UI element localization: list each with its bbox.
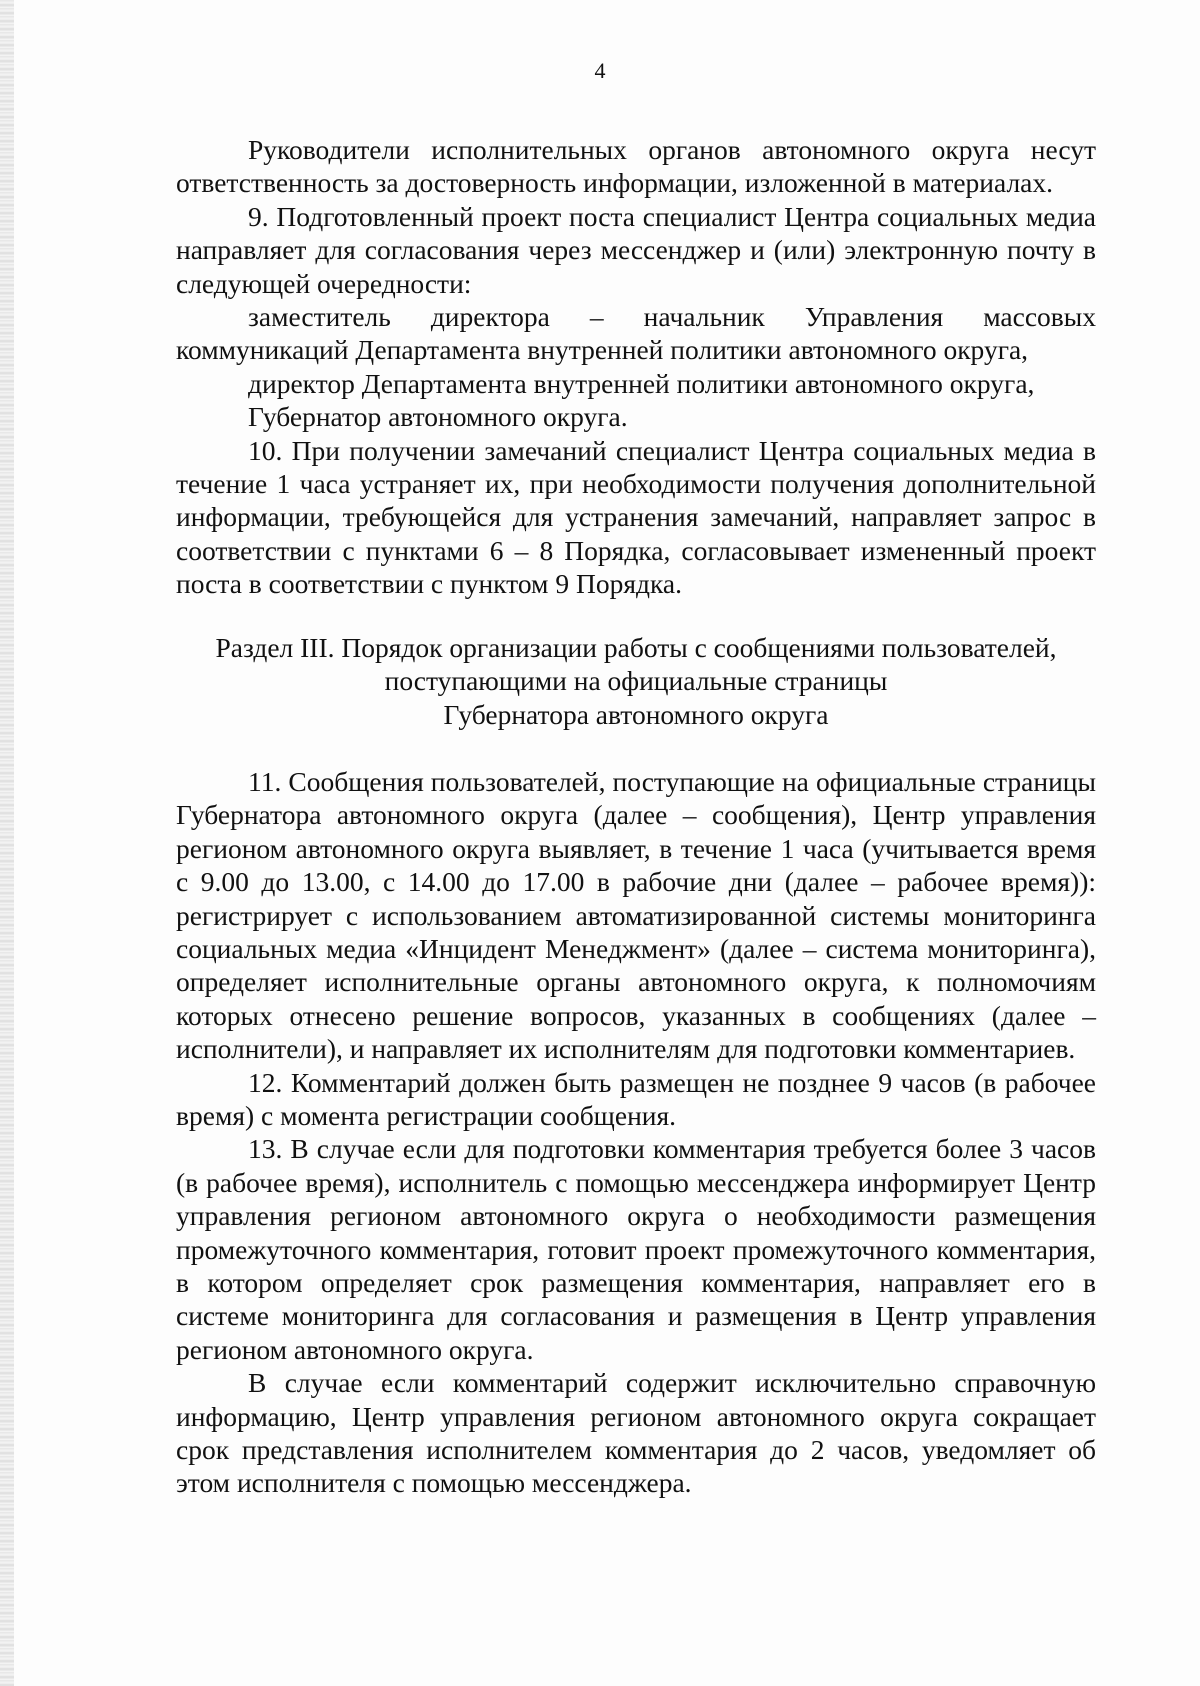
section-heading — [176, 631, 1096, 731]
paragraph-responsibility: Руководители исполнительных органов автономного округа несут ответственность за достоверность информации, изложенной в материалах. — [176, 134, 1096, 199]
paragraph-13-reference-info: В случае если комментарий содержит исключительно справочную информацию, Центр управления регионом автономного округа сокращает срок представления исполнителем комментария до 2 часов, уведомляет об этом исполнителя с помощью мессенджера. — [176, 1367, 1096, 1499]
paragraph-13: 13. В случае если для подготовки комментария требуется более 3 часов (в рабочее время), исполнитель с помощью мессенджера информирует Центр управления регионом автономного округа о необходимости размещения промежуточного комментария, готовит проект промежуточного комментария, в котором определяет срок размещения комментария, направляет его в системе мониторинга для согласования и размещения в Центр управления регионом автономного округа. — [176, 1133, 1096, 1365]
scan-edge — [0, 0, 14, 1686]
document-body — [176, 133, 1096, 1500]
section-heading-line-3: Губернатора автономного округа — [443, 698, 829, 730]
section-heading-line-1: Раздел III. Порядок организации работы с сообщениями пользователей, — [215, 631, 1057, 663]
paragraph-approver-deputy: заместитель директора – начальник Управления массовых коммуникаций Департамента внутренней политики автономного округа, — [176, 301, 1096, 366]
page-number: 4 — [594, 58, 606, 83]
paragraph-10: 10. При получении замечаний специалист Центра социальных медиа в течение 1 часа устраняет их, при необходимости получения дополнительной информации, требующейся для устранения замечаний, направляет запрос в соответствии с пунктами 6 – 8 Порядка, согласовывает измененный проект поста в соответствии с пунктом 9 Порядка. — [176, 434, 1096, 600]
paragraph-12: 12. Комментарий должен быть размещен не позднее 9 часов (в рабочее время) с момента регистрации сообщения. — [176, 1066, 1096, 1131]
section-heading-line-2: поступающими на официальные страницы — [384, 665, 888, 697]
paragraph-approver-governor: Губернатор автономного округа. — [248, 401, 628, 433]
paragraph-9: 9. Подготовленный проект поста специалист Центра социальных медиа направляет для согласования через мессенджер и (или) электронную почту в следующей очередности: — [176, 200, 1096, 299]
paragraph-approver-director: директор Департамента внутренней политики автономного округа, — [248, 367, 1035, 399]
paragraph-11: 11. Сообщения пользователей, поступающие на официальные страницы Губернатора автономного округа (далее – сообщения), Центр управления регионом автономного округа выявляет, в течение 1 часа (учитывается время с 9.00 до 13.00, с 14.00 до 17.00 в рабочие дни (далее – рабочее время)): регистрирует с использованием автоматизированной системы мониторинга социальных медиа «Инцидент Менеджмент» (далее – система мониторинга), определяет исполнительные органы автономного округа, к полномочиям которых отнесено решение вопросов, указанных в сообщениях (далее – исполнители), и направляет их исполнителям для подготовки комментариев. — [176, 765, 1096, 1065]
